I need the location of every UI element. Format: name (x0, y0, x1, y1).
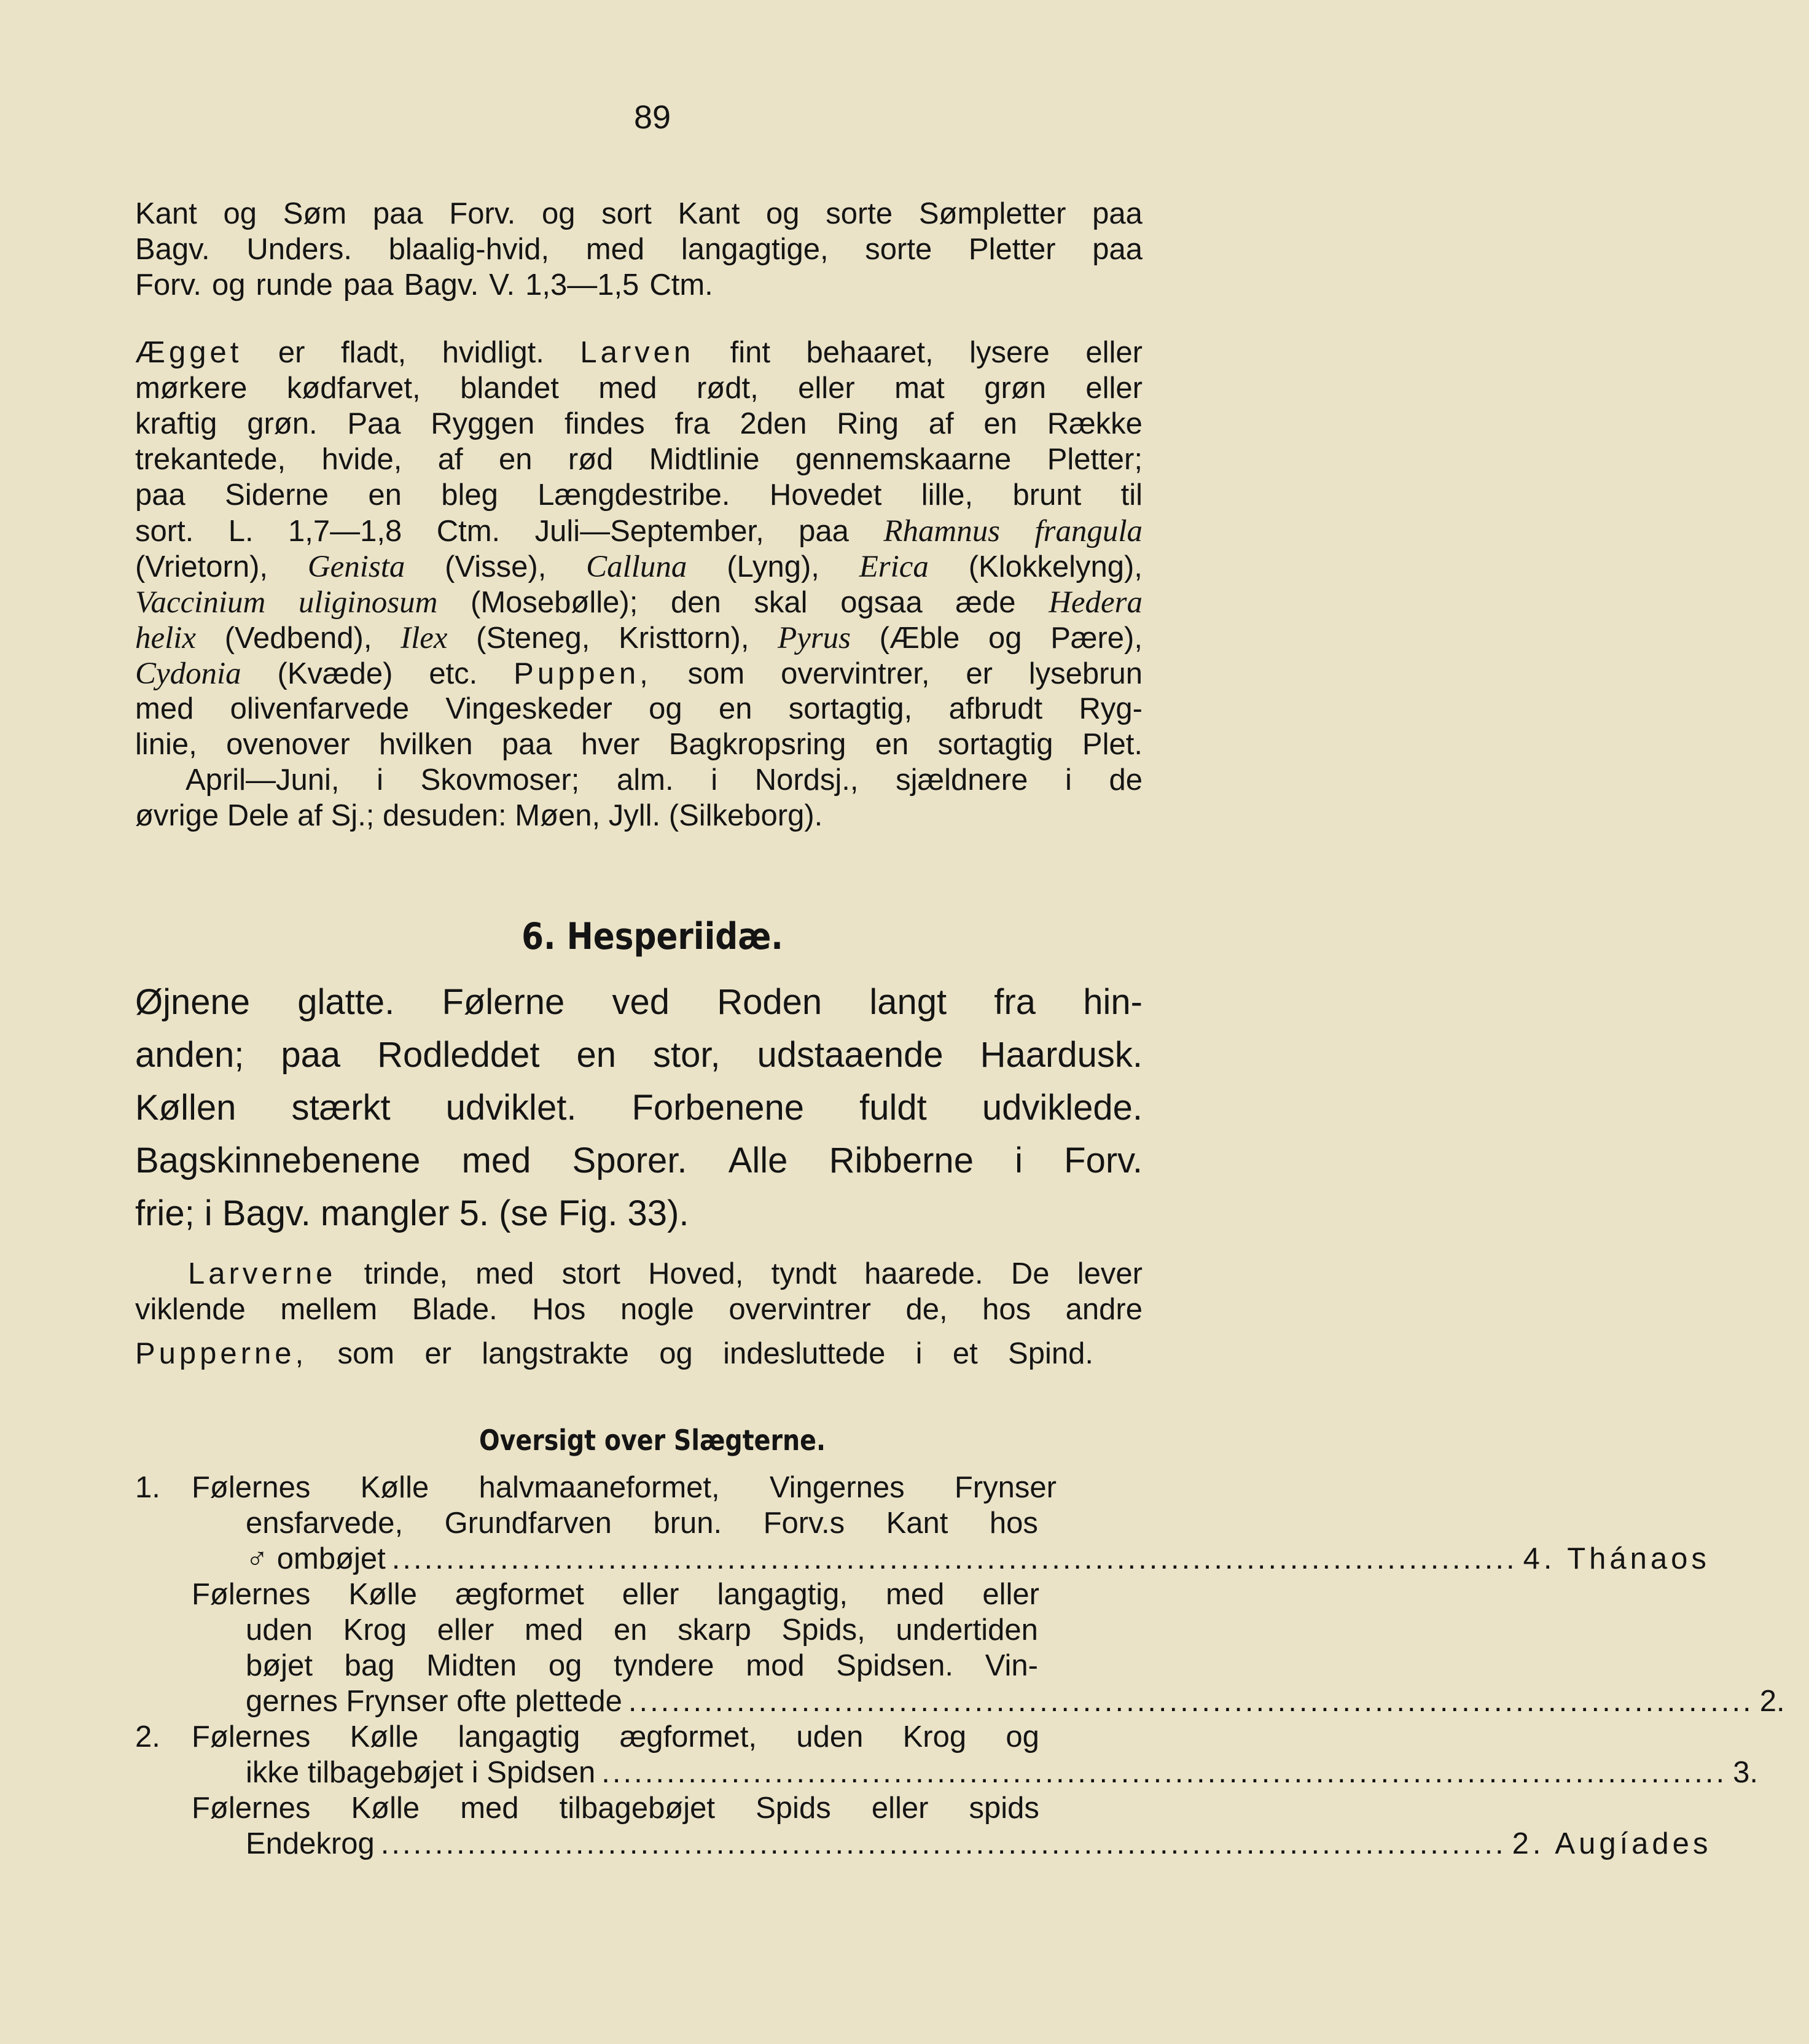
genus-name: Calluna (586, 550, 687, 584)
text-line: helix (Vedbend), Ilex (Steneg, Kristtorn), Pyrus (Æble og Pære), (135, 621, 1143, 655)
leader-dots: ........................................................................................................ (391, 1542, 1517, 1575)
text-line: Bagskinnebenene med Sporer. Alle Ribberne i Forv. (135, 1141, 1143, 1180)
text-line: Cydonia (Kvæde) etc. Puppen, som overvintrer, er lysebrun (135, 657, 1143, 691)
key-row-leader: ikke tilbagebøjet i Spidsen ........................................................................................................ 3. (135, 1755, 1143, 1791)
text-line: paa Siderne en bleg Længdestribe. Hovedet lille, brunt til (135, 478, 1143, 512)
text-line: Øjnene glatte. Følerne ved Roden langt fra hin- (135, 982, 1143, 1022)
species-name: uliginosum (298, 585, 438, 620)
text-line: sort. L. 1,7—1,8 Ctm. Juli—September, paa Rhamnus frangula (135, 514, 1143, 548)
text-line: Forv. og runde paa Bagv. V. 1,3—1,5 Ctm. (135, 268, 713, 302)
genus-key (135, 1470, 1785, 1862)
genus-name: Erica (859, 550, 929, 584)
key-row: bøjet bag Midten og tyndere mod Spidsen. Vin- (246, 1649, 1038, 1682)
key-number: 2. (135, 1720, 160, 1753)
text-line: linie, ovenover hvilken paa hver Bagkropsring en sortagtig Plet. (135, 728, 1143, 761)
text-line: kraftig grøn. Paa Ryggen findes fra 2den Ring af en Række (135, 407, 1143, 440)
paragraph-larvae (135, 1257, 1143, 1372)
couplet-result: 2. (1759, 1685, 1785, 1718)
text-line: April—Juni, i Skovmoser; alm. i Nordsj., sjældnere i de (186, 763, 1143, 797)
text-line: frie; i Bagv. mangler 5. (se Fig. 33). (135, 1193, 689, 1233)
leader-dots: ........................................................................................................ (601, 1756, 1727, 1789)
key-row: Følernes Kølle ægformet eller langagtig, med eller (192, 1578, 1039, 1611)
key-row: 2. Følernes Kølle langagtig ægformet, uden Krog og (135, 1720, 1039, 1753)
page-number: 89 (633, 99, 671, 136)
genus-name: Genista (307, 550, 405, 584)
key-row: uden Krog eller med en skarp Spids, undertiden (246, 1613, 1038, 1647)
text-line: mørkere kødfarvet, blandet med rødt, eller mat grøn eller (135, 372, 1143, 405)
key-row-leader: Endekrog ........................................................................................................ 2. Augíades (246, 1827, 1712, 1860)
section-heading: 6. Hesperiidæ. (522, 915, 783, 958)
genus-name: Ilex (400, 621, 448, 655)
leader-dots: ........................................................................................................ (628, 1685, 1754, 1718)
key-row-leader: gernes Frynser ofte plettede ........................................................................................................ 2. (135, 1684, 1143, 1720)
text-line: Larverne trinde, med stort Hoved, tyndt haarede. De lever (188, 1257, 1143, 1290)
species-name: Vaccinium (135, 585, 266, 620)
text-line: Kant og Søm paa Forv. og sort Kant og sorte Sømpletter paa (135, 197, 1143, 230)
key-row: 1. Følernes Kølle halvmaaneformet, Vingernes Frynser (135, 1471, 1057, 1504)
text-line: Ægget er fladt, hvidligt. Larven fint behaaret, lysere eller (135, 336, 1143, 369)
genus-name: Hedera (1049, 585, 1143, 620)
text-line: viklende mellem Blade. Hos nogle overvintrer de, hos andre (135, 1293, 1143, 1326)
couplet-result: 3. (1733, 1756, 1758, 1789)
species-name: Rhamnus (883, 514, 1001, 548)
text-line: anden; paa Rodleddet en stor, udstaaende Haardusk. (135, 1035, 1143, 1075)
family-description (135, 981, 1143, 1246)
text-line: Bagv. Unders. blaalig-hvid, med langagtige, sorte Pletter paa (135, 233, 1143, 266)
key-row-leader: ♂ ombøjet ........................................................................................................ 4. Thánaos (246, 1542, 1710, 1575)
key-row: ensfarvede, Grundfarven brun. Forv.s Kant hos (246, 1507, 1038, 1540)
male-symbol: ♂ (246, 1542, 268, 1575)
text-line: øvrige Dele af Sj.; desuden: Møen, Jyll. (Silkeborg). (135, 799, 823, 832)
genus-result: 2. Augíades (1512, 1827, 1712, 1860)
text-line: Vaccinium uliginosum (Mosebølle); den skal ogsaa æde Hedera (135, 585, 1143, 620)
text-line: Pupperne, som er langstrakte og indesluttede i et Spind. (135, 1337, 1093, 1370)
leader-dots: ........................................................................................................ (380, 1827, 1506, 1860)
key-heading: Oversigt over Slægterne. (479, 1424, 826, 1457)
key-number: 1. (135, 1471, 160, 1504)
key-row: Følernes Kølle med tilbagebøjet Spids eller spids (192, 1792, 1039, 1825)
genus-result: 4. Thánaos (1523, 1542, 1710, 1575)
genus-name: Cydonia (135, 657, 241, 691)
paragraph-egg-larva-pupa (135, 335, 1143, 834)
paragraph-wing-description (135, 197, 1143, 303)
species-name: frangula (1034, 514, 1143, 548)
text-line: med olivenfarvede Vingeskeder og en sortagtig, afbrudt Ryg- (135, 692, 1143, 725)
text-line: (Vrietorn), Genista (Visse), Calluna (Lyng), Erica (Klokkelyng), (135, 550, 1143, 584)
text-line: Køllen stærkt udviklet. Forbenene fuldt udviklede. (135, 1088, 1143, 1128)
text-line: trekantede, hvide, af en rød Midtlinie gennemskaarne Pletter; (135, 443, 1143, 476)
genus-name: Pyrus (778, 621, 851, 655)
species-name: helix (135, 621, 197, 655)
